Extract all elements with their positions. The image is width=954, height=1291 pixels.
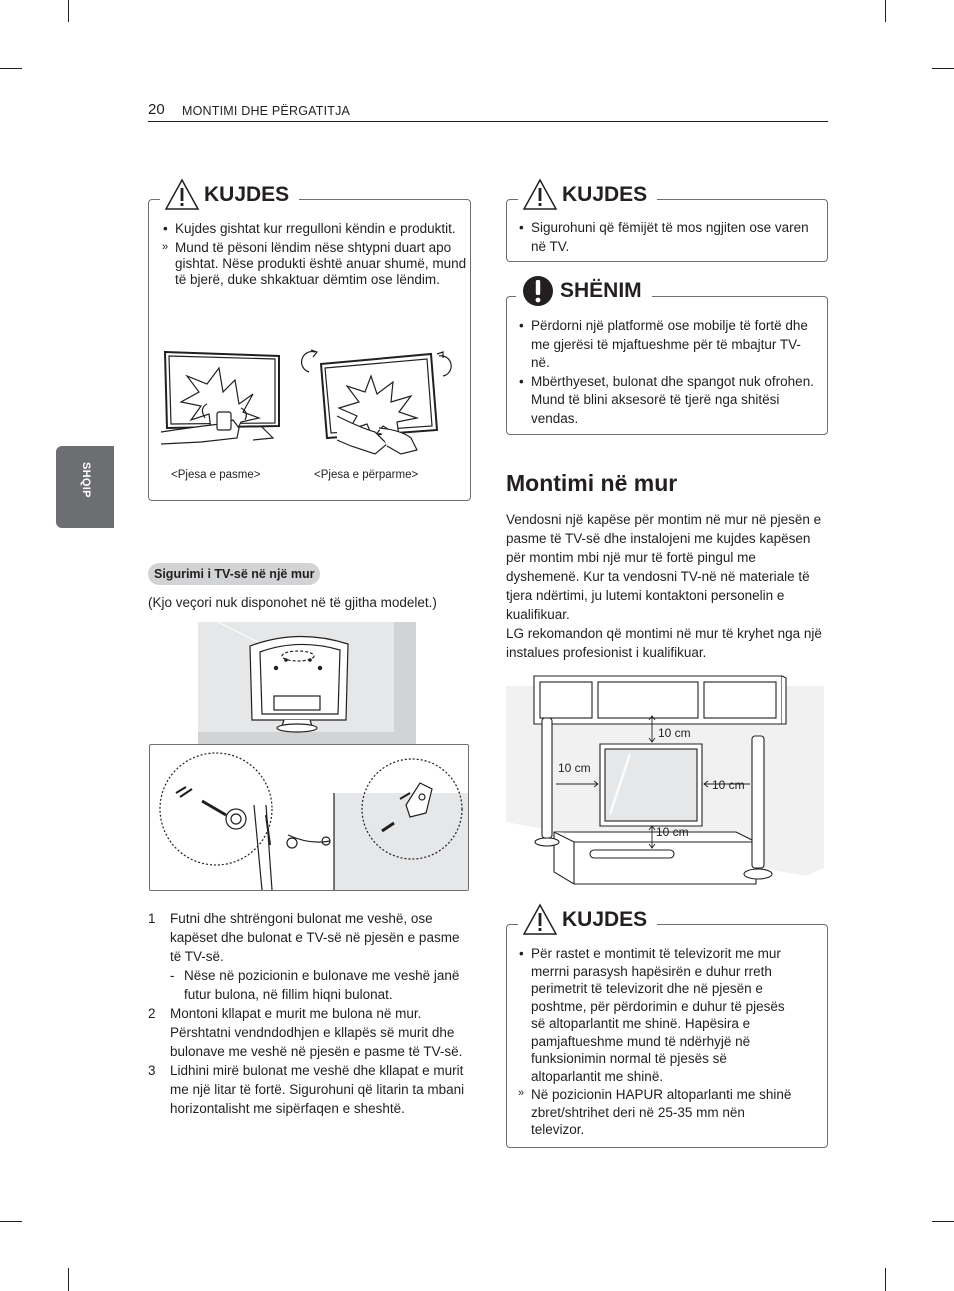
caption-back: <Pjesa e pasme> (171, 469, 261, 481)
note-title: SHËNIM (560, 279, 642, 302)
caution-title: KUJDES (562, 908, 648, 931)
caution-title: KUJDES (204, 183, 290, 206)
caution-subnote: » Në pozicionin HAPUR altoparlanti me shinë zbret/shtrihet deri në 25-35 mm nën televizor. (519, 1086, 799, 1139)
dimension-bottom: 10 cm (656, 825, 689, 839)
crop-mark (885, 0, 886, 22)
caution-header (518, 900, 657, 940)
caution-subnote: » Mund të pësoni lëndim nëse shtypni duart apo gishtat. Nëse produkti është anuar shumë, mund të bjerë, duke shkaktuar dëmtim ose lëndim. (163, 240, 468, 288)
dimension-left: 10 cm (558, 761, 591, 775)
note-bullet: • Përdorni një platformë ose mobilje të fortë dhe me gjerësi të mjaftueshme për të mbajtur TV-në. (519, 317, 814, 373)
crop-mark (0, 68, 22, 69)
crop-mark (68, 1268, 69, 1291)
bracket-detail-frame (149, 744, 469, 891)
caution-box-content (163, 220, 468, 288)
exclamation-circle-icon (520, 273, 556, 309)
caution-bullet: • Kujdes gishtat kur rregulloni këndin e produktit. (163, 220, 468, 239)
page-number: 20 (148, 101, 165, 118)
caution-box-finger (148, 199, 471, 501)
clearance-diagram (506, 672, 824, 890)
crop-mark (885, 1268, 886, 1291)
side-tab-label: SHQIP (80, 462, 92, 498)
wall-mount-heading: Montimi në mur (506, 470, 678, 496)
warning-triangle-icon (522, 178, 558, 212)
caption-front: <Pjesa e përparme> (314, 469, 419, 481)
step-item: 3 Lidhini mirë bulonat me veshë dhe kllapat e murit me një litar të fortë. Sigurohuni që litarin ta mbani horizontalisht me sipërfaqen e sheshtë. (148, 1063, 465, 1116)
crop-mark (0, 1221, 22, 1222)
securing-steps (148, 909, 473, 1118)
step-item: 1 Futni dhe shtrëngoni bulonat me veshë, ose kapëset dhe bulonat e TV-së në pjesën e pasme të TV-së. - Nëse në pozicionin e bulonave me veshë janë futur bulona, në fillim hiqni bulonat. (148, 909, 473, 1004)
caution-bullet: • Sigurohuni që fëmijët të mos ngjiten ose varen në TV. (519, 219, 809, 256)
language-side-tab (56, 446, 114, 528)
tv-back-wall-illustration (198, 622, 416, 744)
availability-note: (Kjo veçori nuk disponohet në të gjitha modelet.) (148, 595, 437, 610)
crop-mark (932, 1221, 954, 1222)
note-header (516, 271, 652, 311)
section-pill-securing: Sigurimi i TV-së në një mur (148, 563, 320, 585)
wall-mount-clearance-illustration (506, 672, 824, 890)
caution-box-clearance (506, 924, 828, 1148)
caution-title: KUJDES (562, 183, 648, 206)
wall-mount-paragraph: Vendosni një kapëse për montim në mur në pjesën e pasme të TV-së dhe instalojeni me kujdes kapësen për montim mbi një mur të fortë pingul me dyshemenë. Kur ta vendosni TV-në në materiale të tjera ndërtimi, ju lutemi kontaktoni personelin e kualifikuar. (506, 512, 822, 622)
crop-mark (932, 68, 954, 69)
wall-mount-paragraph: LG rekomandon që montimi në mur të kryhet nga një instalues profesionist i kualifikuar. (506, 626, 822, 660)
caution-bullet: • Për rastet e montimit të televizorit me mur merrni parasysh hapësirën e duhur rreth perimetrit të televizorit dhe në pjesën e poshtme, për përdorimin e duhur të pjesës së altoparlantit me shinë. Hapësira e pamjaftueshme mund të ndërhyjë në funksionimin normal të pjesës së altoparlantit me shinë. (519, 945, 799, 1085)
crop-mark (68, 0, 69, 22)
header-rule (148, 121, 828, 122)
wall-bracket-illustration (150, 745, 468, 890)
step-subnote: - Nëse në pozicionin e bulonave me veshë janë futur bulona, në fillim hiqni bulonat. (170, 968, 460, 1002)
dimension-top: 10 cm (658, 726, 691, 740)
step-item: 2 Montoni kllapat e murit me bulona në mur. Përshtatni vendndodhjen e kllapës së murit dhe bulonave me veshë në pjesën e pasme të TV-së. (148, 1006, 463, 1059)
warning-triangle-icon (522, 903, 558, 937)
wall-mount-body (506, 510, 824, 662)
section-title: MONTIMI DHE PËRGATITJA (182, 104, 351, 118)
tv-angle-adjust-illustration (161, 346, 461, 458)
caution-header (518, 175, 657, 215)
warning-triangle-icon (164, 178, 200, 212)
dimension-right: 10 cm (712, 778, 745, 792)
note-box (506, 296, 828, 435)
note-bullet: • Mbërthyeset, bulonat dhe spangot nuk ofrohen. Mund të blini aksesorë të tjerë nga shitësi vendas. (519, 373, 814, 429)
caution-header (160, 175, 299, 215)
